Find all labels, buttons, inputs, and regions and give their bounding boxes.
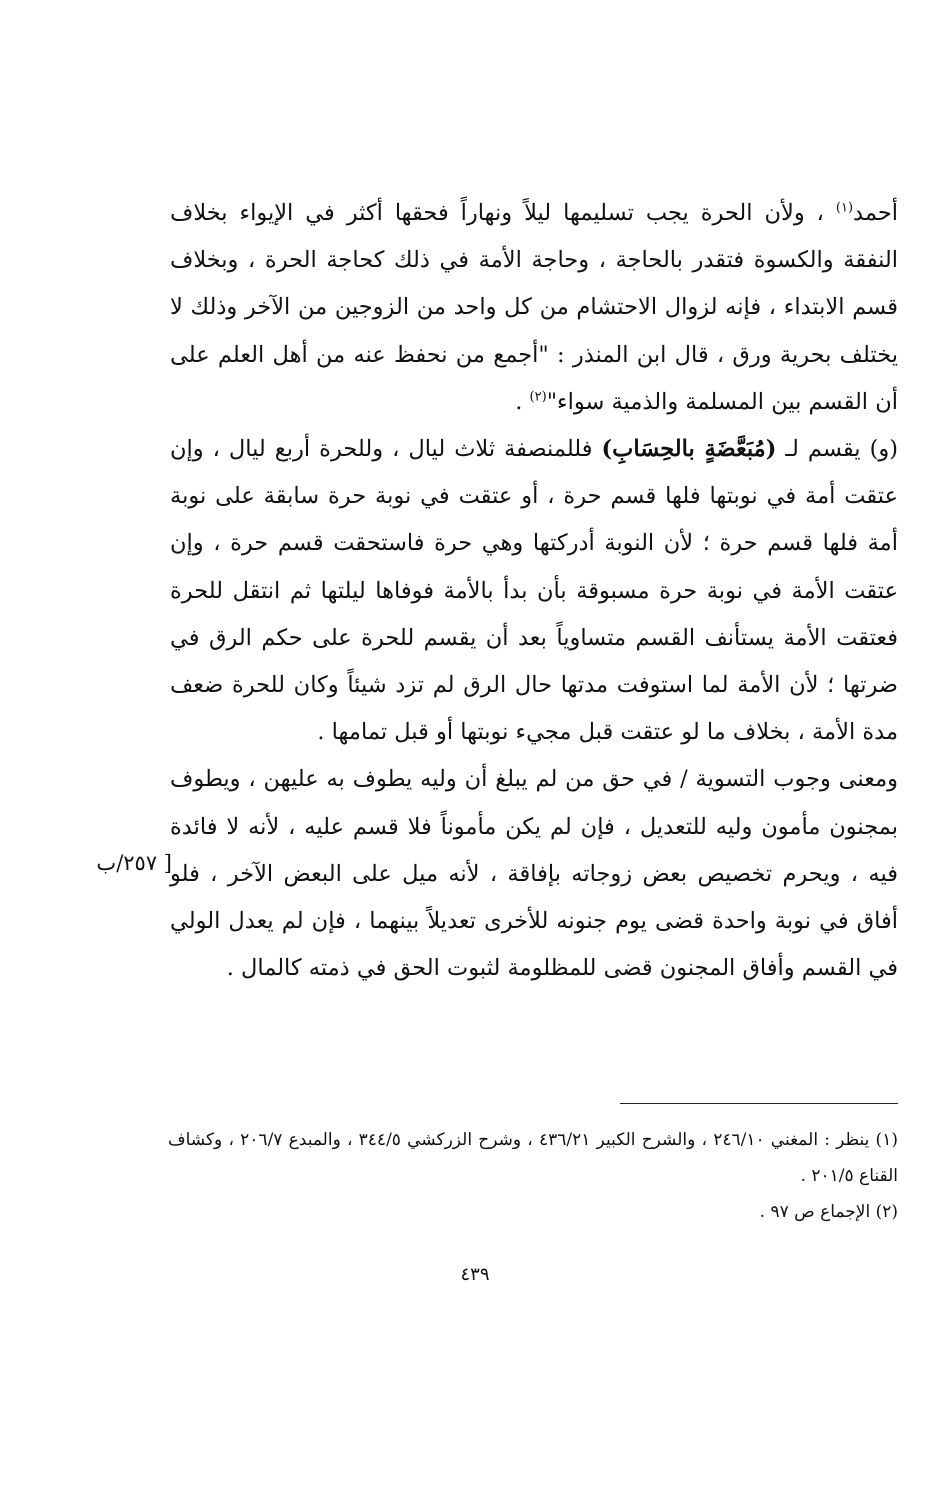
- footnote-separator: [620, 1103, 898, 1104]
- paragraph-1-text-b: ، ولأن الحرة يجب تسليمها ليلاً ونهاراً فحقها أكثر في الإيواء بخلاف النفقة والكسوة فتقدر بالحاجة ، وحاجة الأمة في ذلك كحاجة الحرة ، وبخلاف قسم الابتداء ، فإنه لزوال الاحتشام من كل واحد من الزوجين من الآخر وذلك لا يختلف بحرية ورق ، قال ابن المنذر : "أجمع من نحفظ عنه من أهل العلم على أن القسم بين المسلمة والذمية سواء": [170, 200, 898, 415]
- footnote-ref-1[interactable]: (١): [835, 200, 854, 216]
- footnote-2: (٢) الإجماع ص ٩٧ .: [759, 1202, 898, 1222]
- footnote-1: (١) ينظر : المغني ٢٤٦/١٠ ، والشرح الكبير ٤٣٦/٢١ ، وشرح الزركشي ٣٤٤/٥ ، والمبدع ٢٠٦/٧ ، وكشاف القناع ٢٠١/٥ .: [168, 1130, 898, 1186]
- paragraph-3-text: ومعنى وجوب التسوية / في حق من لم يبلغ أن وليه يطوف به عليهن ، ويطوف بمجنون مأمون وليه للتعديل ، فإن لم يكن مأموناً فلا قسم عليه ، لأنه لا فائدة فيه ، ويحرم تخصيص بعض زوجاته بإفاقة ، لأنه ميل على البعض الآخر ، فلو أفاق في نوبة واحدة قضى يوم جنونه للأخرى تعديلاً بينهما ، فإن لم يعدل الولي في القسم وأفاق المجنون قضى للمظلومة لثبوت الحق في ذمته كالمال .: [170, 766, 899, 982]
- paragraph-1-text-c: .: [515, 388, 530, 415]
- matn-highlight: (مُبَعَّضَةٍ بالحِسَابِ): [601, 436, 777, 463]
- paragraph-2: [170, 426, 898, 756]
- page-number: ٤٣٩: [460, 1264, 490, 1285]
- paragraph-1: [170, 190, 898, 426]
- paragraph-2-text-a: (و) يقسم لـ: [776, 436, 898, 463]
- paragraph-1-text-a: أحمد: [853, 200, 898, 226]
- main-text: [170, 190, 898, 992]
- manuscript-folio-marker: [ ٢٥٧/ب: [96, 851, 172, 875]
- footnote-ref-2[interactable]: (٢): [529, 389, 547, 405]
- paragraph-2-text-b: فللمنصفة ثلاث ليال ، وللحرة أربع ليال ، وإن عتقت أمة في نوبتها فلها قسم حرة ، أو عتقت في نوبة حرة سابقة على نوبة أمة فلها قسم حرة ؛ لأن النوبة أدركتها وهي حرة فاستحقت قسم حرة ، وإن عتقت الأمة في نوبة حرة مسبوقة بأن بدأ بالأمة فوفاها ليلتها ثم انتقل للحرة فعتقت الأمة يستأنف القسم متساوياً بعد أن يقسم للحرة على حكم الرق في ضرتها ؛ لأن الأمة لما استوفت مدتها حال الرق لم تزد شيئاً وكان للحرة ضعف مدة الأمة ، بخلاف ما لو عتقت قبل مجيء نوبتها أو قبل تمامها .: [170, 436, 898, 746]
- paragraph-3: [170, 756, 898, 992]
- footnotes: [168, 1122, 898, 1230]
